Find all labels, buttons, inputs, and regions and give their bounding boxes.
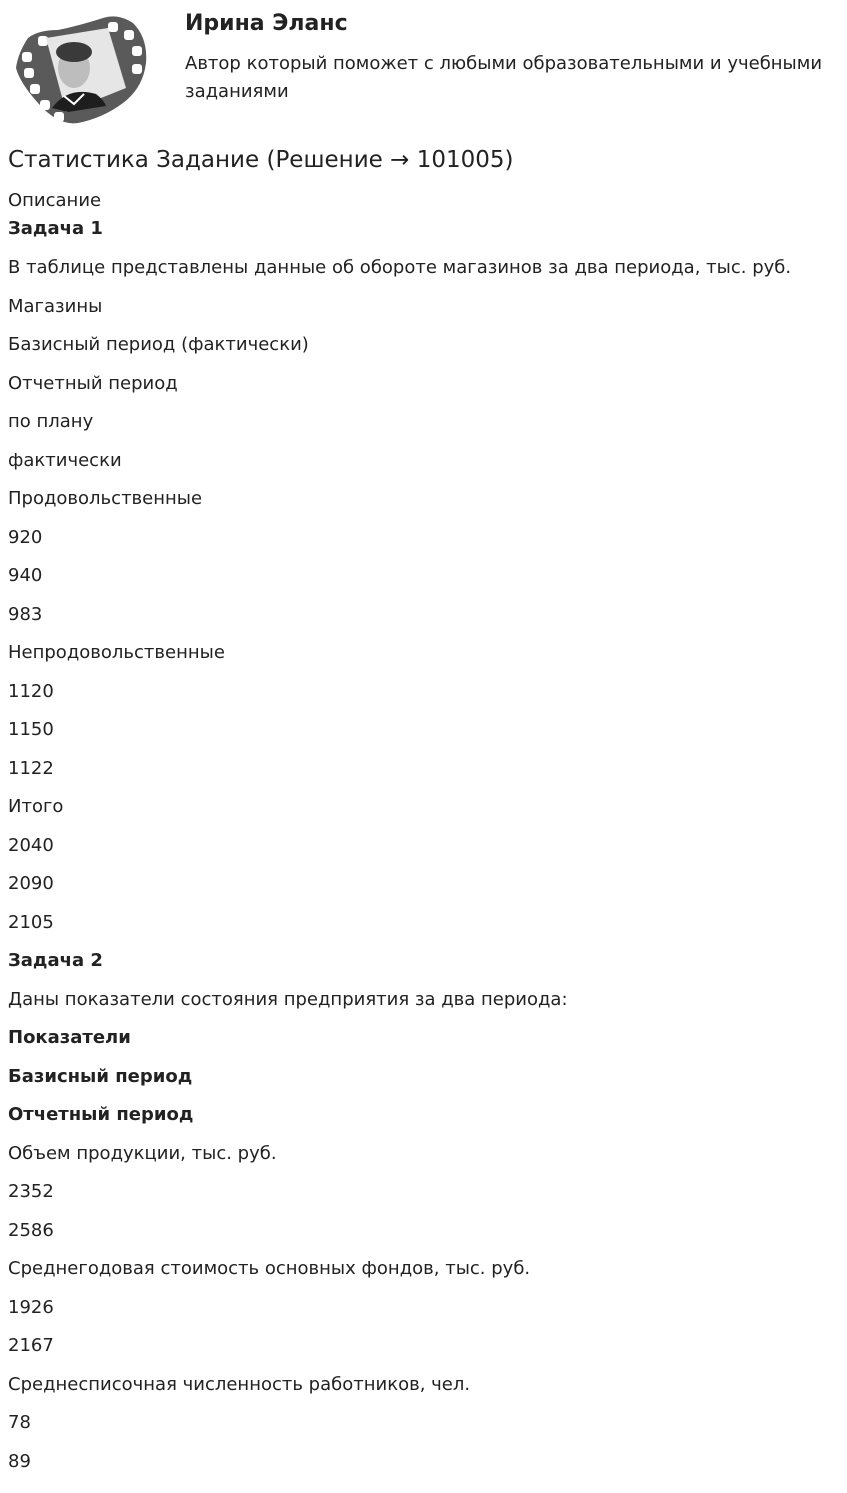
description-label: Описание <box>8 190 102 211</box>
section-heading: Задача 2 <box>8 950 103 971</box>
content-line: Базисный период (фактически) <box>8 334 309 355</box>
content-line: 1122 <box>8 757 54 779</box>
content-line: Среднегодовая стоимость основных фондов, тыс. руб. <box>8 1258 531 1279</box>
content-line: 2352 <box>8 1181 54 1202</box>
author-description: Автор который поможет с любыми образовательными и учебными заданиями <box>185 53 823 102</box>
content-line: Непродовольственные <box>8 642 225 663</box>
content-line: Даны показатели состояния предприятия за два периода: <box>8 988 568 1010</box>
content-line: 983 <box>8 603 43 625</box>
content-line: 1150 <box>8 719 54 740</box>
content-line: 920 <box>8 526 43 548</box>
content-line: 2105 <box>8 911 54 933</box>
content-line: 2586 <box>8 1219 54 1241</box>
author-name[interactable]: Ирина Эланс <box>185 11 348 36</box>
content-line: 2040 <box>8 834 54 856</box>
section-heading: Базисный период <box>8 1065 193 1087</box>
content-line: по плану <box>8 411 94 432</box>
content-line: фактически <box>8 449 122 471</box>
author-avatar[interactable] <box>8 8 150 128</box>
content-line: В таблице представлены данные об обороте магазинов за два периода, тыс. руб. <box>8 257 792 278</box>
content-line: Объем продукции, тыс. руб. <box>8 1142 277 1164</box>
task-1-title: Задача 1 <box>8 218 103 239</box>
content-line: 1120 <box>8 680 54 702</box>
content-line: 78 <box>8 1412 31 1433</box>
content-line: 940 <box>8 565 43 586</box>
content-line: Итого <box>8 796 64 817</box>
section-heading: Показатели <box>8 1027 131 1048</box>
content-line: Продовольственные <box>8 488 203 509</box>
page-title: Статистика Задание (Решение → 101005) <box>8 147 514 173</box>
content-line: Магазины <box>8 295 103 317</box>
content-line: 1926 <box>8 1296 54 1318</box>
content-line: Отчетный период <box>8 372 178 394</box>
description-content <box>8 253 843 1485</box>
section-heading: Отчетный период <box>8 1104 194 1125</box>
content-line: Среднесписочная численность работников, чел. <box>8 1373 471 1395</box>
content-line: 89 <box>8 1450 31 1472</box>
content-line: 2090 <box>8 873 54 894</box>
content-line: 2167 <box>8 1335 54 1356</box>
author-header <box>0 0 847 140</box>
